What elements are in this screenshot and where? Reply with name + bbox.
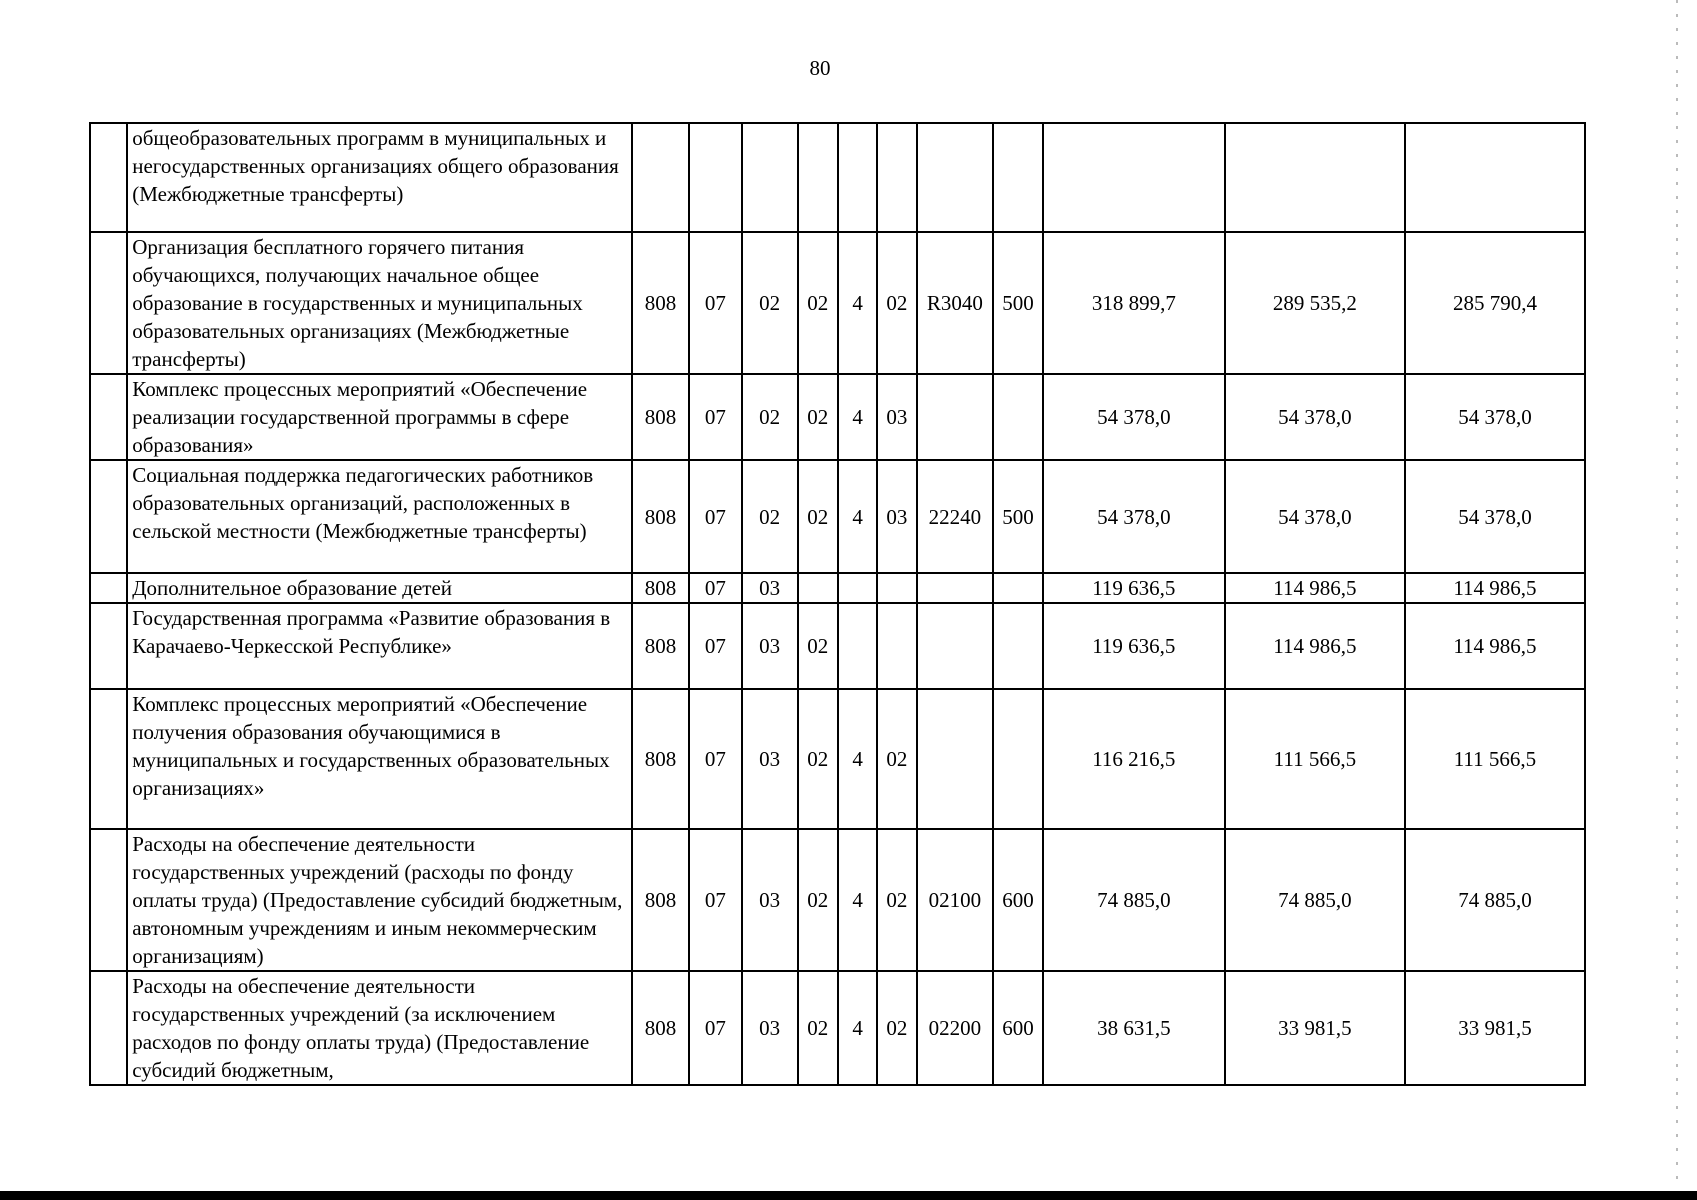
table-row bbox=[90, 123, 1585, 232]
description-cell: Государственная программа «Развитие образования в Карачаево-Черкесской Республике» bbox=[127, 603, 632, 689]
activity-code-cell: 03 bbox=[877, 374, 916, 460]
number-cell bbox=[90, 374, 127, 460]
table-row bbox=[90, 603, 1585, 689]
amount-year-2-cell: 54 378,0 bbox=[1225, 460, 1405, 573]
amount-year-1-cell bbox=[1043, 123, 1225, 232]
amount-year-3-cell: 54 378,0 bbox=[1405, 460, 1585, 573]
description-cell: Организация бесплатного горячего питания обучающихся, получающих начальное общее образование в государственных и муниципальных образовательных организациях (Межбюджетные трансферты) bbox=[127, 232, 632, 374]
program-code-cell bbox=[798, 123, 838, 232]
amount-year-3-cell: 114 986,5 bbox=[1405, 603, 1585, 689]
section-code-cell: 07 bbox=[689, 689, 742, 829]
program-code-cell: 02 bbox=[798, 971, 838, 1085]
expense-type-cell: 600 bbox=[993, 829, 1043, 971]
description-cell: Расходы на обеспечение деятельности государственных учреждений (за исключением расходов по фонду оплаты труда) (Предоставление субсидий бюджетным, bbox=[127, 971, 632, 1085]
section-code-cell: 07 bbox=[689, 603, 742, 689]
subsection-code-cell: 02 bbox=[742, 374, 798, 460]
direction-code-cell: 02100 bbox=[917, 829, 994, 971]
number-cell bbox=[90, 603, 127, 689]
expense-type-cell bbox=[993, 603, 1043, 689]
number-cell bbox=[90, 573, 127, 603]
amount-year-1-cell: 318 899,7 bbox=[1043, 232, 1225, 374]
amount-year-3-cell: 285 790,4 bbox=[1405, 232, 1585, 374]
direction-code-cell: 02200 bbox=[917, 971, 994, 1085]
amount-year-2-cell: 289 535,2 bbox=[1225, 232, 1405, 374]
description-cell: Социальная поддержка педагогических работников образовательных организаций, расположенных в сельской местности (Межбюджетные трансферты) bbox=[127, 460, 632, 573]
budget-table bbox=[89, 122, 1586, 1086]
amount-year-3-cell: 33 981,5 bbox=[1405, 971, 1585, 1085]
description-cell: общеобразовательных программ в муниципальных и негосударственных организациях общего образования (Межбюджетные трансферты) bbox=[127, 123, 632, 232]
amount-year-2-cell: 114 986,5 bbox=[1225, 573, 1405, 603]
table-row bbox=[90, 971, 1585, 1085]
activity-code-cell: 02 bbox=[877, 232, 916, 374]
scan-edge-speckle bbox=[1676, 0, 1678, 1180]
amount-year-3-cell: 111 566,5 bbox=[1405, 689, 1585, 829]
amount-year-1-cell: 74 885,0 bbox=[1043, 829, 1225, 971]
chapter-code-cell: 808 bbox=[632, 573, 689, 603]
table-row bbox=[90, 460, 1585, 573]
activity-code-cell bbox=[877, 573, 916, 603]
table-row bbox=[90, 573, 1585, 603]
number-cell bbox=[90, 232, 127, 374]
chapter-code-cell bbox=[632, 123, 689, 232]
table-row bbox=[90, 829, 1585, 971]
page-number: 80 bbox=[809, 56, 831, 80]
section-code-cell bbox=[689, 123, 742, 232]
amount-year-1-cell: 116 216,5 bbox=[1043, 689, 1225, 829]
expense-type-cell bbox=[993, 573, 1043, 603]
direction-code-cell bbox=[917, 123, 994, 232]
section-code-cell: 07 bbox=[689, 374, 742, 460]
expense-type-cell bbox=[993, 374, 1043, 460]
number-cell bbox=[90, 460, 127, 573]
chapter-code-cell: 808 bbox=[632, 971, 689, 1085]
expense-type-cell: 600 bbox=[993, 971, 1043, 1085]
program-code-cell: 02 bbox=[798, 460, 838, 573]
chapter-code-cell: 808 bbox=[632, 689, 689, 829]
direction-code-cell bbox=[917, 374, 994, 460]
activity-code-cell: 03 bbox=[877, 460, 916, 573]
subprogram-code-cell: 4 bbox=[838, 689, 877, 829]
table-row bbox=[90, 232, 1585, 374]
number-cell bbox=[90, 689, 127, 829]
subsection-code-cell: 03 bbox=[742, 971, 798, 1085]
program-code-cell: 02 bbox=[798, 603, 838, 689]
program-code-cell: 02 bbox=[798, 232, 838, 374]
direction-code-cell bbox=[917, 603, 994, 689]
amount-year-2-cell: 111 566,5 bbox=[1225, 689, 1405, 829]
section-code-cell: 07 bbox=[689, 460, 742, 573]
table-row bbox=[90, 689, 1585, 829]
subsection-code-cell: 03 bbox=[742, 573, 798, 603]
section-code-cell: 07 bbox=[689, 971, 742, 1085]
amount-year-2-cell: 33 981,5 bbox=[1225, 971, 1405, 1085]
program-code-cell: 02 bbox=[798, 829, 838, 971]
amount-year-1-cell: 119 636,5 bbox=[1043, 603, 1225, 689]
chapter-code-cell: 808 bbox=[632, 460, 689, 573]
direction-code-cell: R3040 bbox=[917, 232, 994, 374]
direction-code-cell bbox=[917, 573, 994, 603]
amount-year-2-cell bbox=[1225, 123, 1405, 232]
activity-code-cell: 02 bbox=[877, 971, 916, 1085]
subprogram-code-cell: 4 bbox=[838, 374, 877, 460]
direction-code-cell: 22240 bbox=[917, 460, 994, 573]
number-cell bbox=[90, 829, 127, 971]
subsection-code-cell: 02 bbox=[742, 232, 798, 374]
description-cell: Комплекс процессных мероприятий «Обеспечение получения образования обучающимися в муниципальных и государственных образовательных организациях» bbox=[127, 689, 632, 829]
description-cell: Расходы на обеспечение деятельности государственных учреждений (расходы по фонду оплаты труда) (Предоставление субсидий бюджетным, автономным учреждениям и иным некоммерческим организациям) bbox=[127, 829, 632, 971]
expense-type-cell: 500 bbox=[993, 460, 1043, 573]
subprogram-code-cell: 4 bbox=[838, 460, 877, 573]
expense-type-cell: 500 bbox=[993, 232, 1043, 374]
scan-bottom-edge bbox=[0, 1191, 1697, 1200]
subprogram-code-cell bbox=[838, 123, 877, 232]
number-cell bbox=[90, 123, 127, 232]
activity-code-cell: 02 bbox=[877, 689, 916, 829]
description-cell: Дополнительное образование детей bbox=[127, 573, 632, 603]
amount-year-1-cell: 54 378,0 bbox=[1043, 374, 1225, 460]
amount-year-1-cell: 54 378,0 bbox=[1043, 460, 1225, 573]
program-code-cell bbox=[798, 573, 838, 603]
chapter-code-cell: 808 bbox=[632, 232, 689, 374]
direction-code-cell bbox=[917, 689, 994, 829]
activity-code-cell: 02 bbox=[877, 829, 916, 971]
chapter-code-cell: 808 bbox=[632, 829, 689, 971]
subprogram-code-cell bbox=[838, 573, 877, 603]
subsection-code-cell: 03 bbox=[742, 689, 798, 829]
subprogram-code-cell bbox=[838, 603, 877, 689]
amount-year-2-cell: 74 885,0 bbox=[1225, 829, 1405, 971]
subprogram-code-cell: 4 bbox=[838, 971, 877, 1085]
amount-year-1-cell: 38 631,5 bbox=[1043, 971, 1225, 1085]
amount-year-2-cell: 114 986,5 bbox=[1225, 603, 1405, 689]
expense-type-cell bbox=[993, 689, 1043, 829]
section-code-cell: 07 bbox=[689, 232, 742, 374]
chapter-code-cell: 808 bbox=[632, 603, 689, 689]
description-cell: Комплекс процессных мероприятий «Обеспечение реализации государственной программы в сфере образования» bbox=[127, 374, 632, 460]
amount-year-3-cell bbox=[1405, 123, 1585, 232]
section-code-cell: 07 bbox=[689, 573, 742, 603]
amount-year-1-cell: 119 636,5 bbox=[1043, 573, 1225, 603]
activity-code-cell bbox=[877, 123, 916, 232]
subprogram-code-cell: 4 bbox=[838, 232, 877, 374]
amount-year-3-cell: 114 986,5 bbox=[1405, 573, 1585, 603]
table-row bbox=[90, 374, 1585, 460]
chapter-code-cell: 808 bbox=[632, 374, 689, 460]
subsection-code-cell: 03 bbox=[742, 829, 798, 971]
subsection-code-cell bbox=[742, 123, 798, 232]
amount-year-3-cell: 74 885,0 bbox=[1405, 829, 1585, 971]
subsection-code-cell: 02 bbox=[742, 460, 798, 573]
program-code-cell: 02 bbox=[798, 689, 838, 829]
amount-year-3-cell: 54 378,0 bbox=[1405, 374, 1585, 460]
section-code-cell: 07 bbox=[689, 829, 742, 971]
expense-type-cell bbox=[993, 123, 1043, 232]
number-cell bbox=[90, 971, 127, 1085]
program-code-cell: 02 bbox=[798, 374, 838, 460]
amount-year-2-cell: 54 378,0 bbox=[1225, 374, 1405, 460]
subsection-code-cell: 03 bbox=[742, 603, 798, 689]
subprogram-code-cell: 4 bbox=[838, 829, 877, 971]
activity-code-cell bbox=[877, 603, 916, 689]
